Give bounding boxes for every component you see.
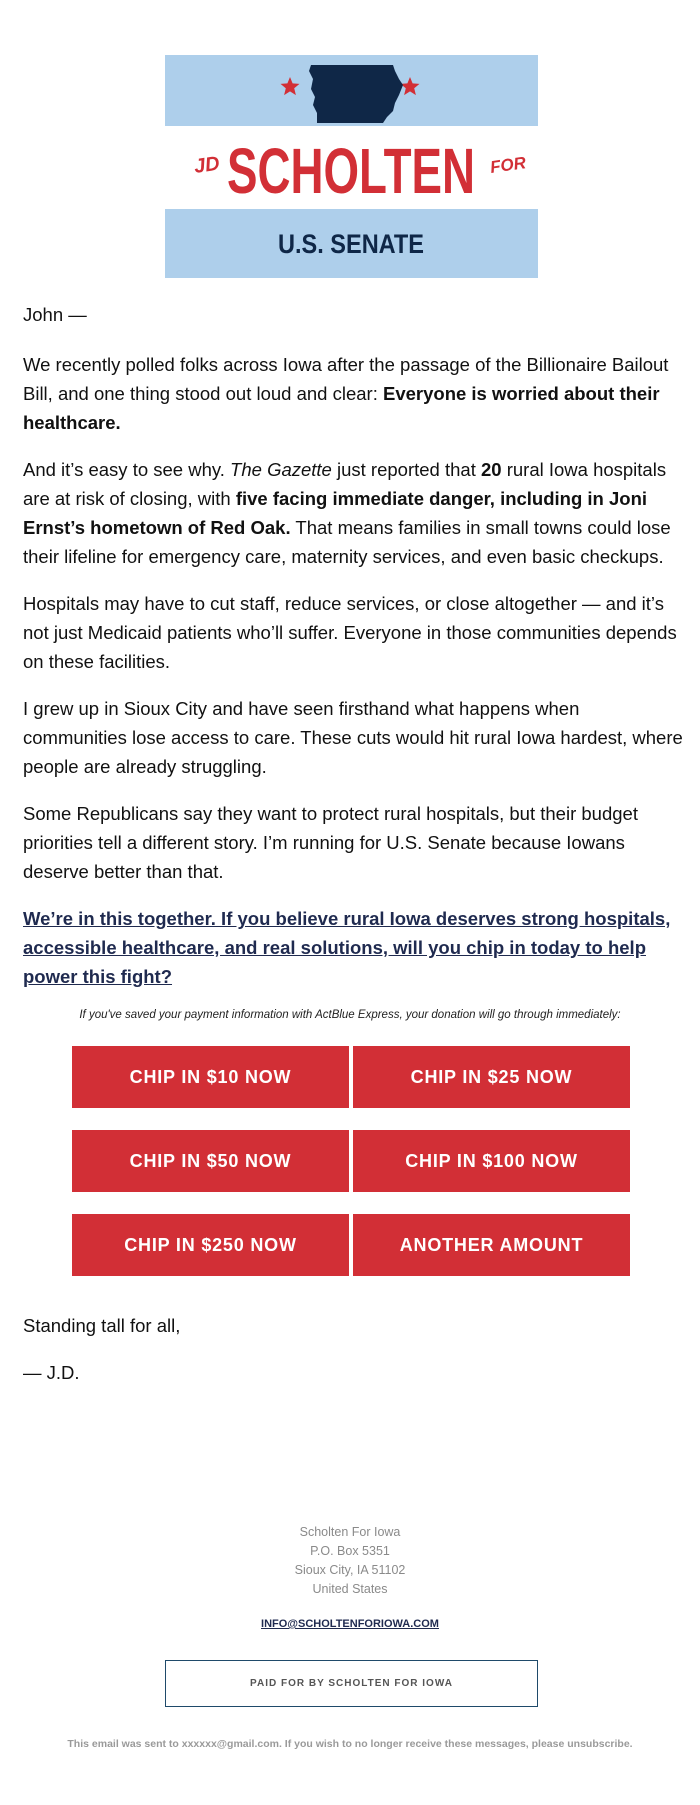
paragraph-1: [23, 350, 683, 437]
footer-city: Sioux City, IA 51102: [294, 1563, 406, 1577]
donate-cta-link[interactable]: We’re in this together. If you believe rural Iowa deserves strong hospitals, accessible healthcare, and real solutions, will you chip in today to help power this fight?: [23, 908, 671, 987]
cta-paragraph: [23, 904, 683, 991]
unsubscribe-notice[interactable]: This email was sent to xxxxxx@gmail.com. If you wish to no longer receive these messages, please unsubscribe.: [67, 1738, 633, 1750]
logo-jd: JD: [192, 152, 222, 178]
paragraph-2-text-2: just reported that: [331, 459, 481, 480]
paragraph-2-text-1: And it’s easy to see why.: [23, 459, 231, 480]
logo-for: FOR: [488, 153, 528, 177]
chip-in-250-button[interactable]: CHIP IN $250 NOW: [72, 1214, 349, 1276]
gazette-title: The Gazette: [230, 459, 332, 480]
greeting: John —: [23, 304, 87, 325]
paragraph-5: Some Republicans say they want to protect rural hospitals, but their budget priorities tell a different story. I’m running for U.S. Senate because Iowans deserve better than that.: [23, 803, 638, 882]
signature: — J.D.: [23, 1362, 80, 1383]
paragraph-2-text-4: That means families in small towns could lose their lifeline for emergency care, maternity services, and even basic checkups.: [23, 517, 671, 567]
footer-email-link[interactable]: INFO@SCHOLTENFORIOWA.COM: [261, 1618, 439, 1630]
paragraph-4: I grew up in Sioux City and have seen firsthand what happens when communities lose access to care. These cuts would hit rural Iowa hardest, where people are already struggling.: [23, 698, 683, 777]
chip-in-50-button[interactable]: CHIP IN $50 NOW: [72, 1130, 349, 1192]
another-amount-button[interactable]: ANOTHER AMOUNT: [353, 1214, 630, 1276]
footer-country: United States: [312, 1582, 388, 1596]
logo-name: SCHOLTEN: [227, 135, 475, 207]
footer-po-box: P.O. Box 5351: [310, 1544, 390, 1558]
footer-org: Scholten For Iowa: [299, 1525, 401, 1539]
chip-in-100-button[interactable]: CHIP IN $100 NOW: [353, 1130, 630, 1192]
chip-in-10-button[interactable]: CHIP IN $10 NOW: [72, 1046, 349, 1108]
signoff: Standing tall for all,: [23, 1315, 181, 1336]
logo-office: U.S. SENATE: [278, 229, 424, 259]
paragraph-3: Hospitals may have to cut staff, reduce services, or close altogether — and it’s not just Medicaid patients who’ll suffer. Everyone in those communities depends on these facilities.: [23, 593, 677, 672]
footer-address: [0, 1523, 700, 1599]
paragraph-1-text: We recently polled folks across Iowa after the passage of the Billionaire Bailout Bill, and one thing stood out loud and clear:: [23, 354, 669, 404]
iowa-state-icon: [309, 65, 403, 123]
email-body: [23, 300, 683, 1009]
chip-in-25-button[interactable]: CHIP IN $25 NOW: [353, 1046, 630, 1108]
actblue-note: If you've saved your payment information with ActBlue Express, your donation will go through immediately:: [79, 1009, 621, 1021]
paid-for-box: PAID FOR BY SCHOLTEN FOR IOWA: [165, 1660, 538, 1707]
paragraph-2-text-3: rural Iowa hospitals are at risk of closing, with: [23, 459, 667, 509]
paragraph-2-bold: five facing immediate danger, including in Joni Ernst’s hometown of Red Oak.: [23, 488, 648, 538]
paragraph-2: [23, 455, 683, 571]
paragraph-1-bold: Everyone is worried about their healthcare.: [23, 383, 660, 433]
campaign-logo: [165, 55, 538, 278]
hospital-count: 20: [480, 459, 502, 480]
